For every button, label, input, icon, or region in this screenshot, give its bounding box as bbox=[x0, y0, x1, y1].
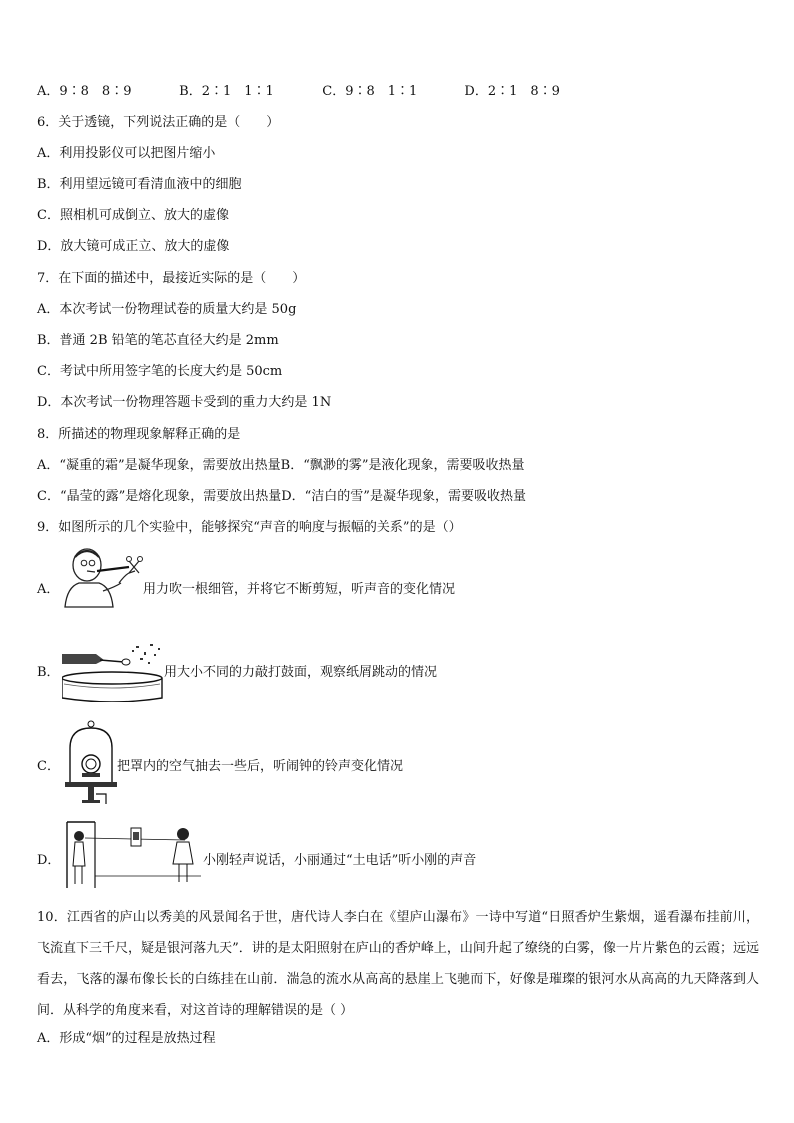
q9-option-c-text: 把罩内的空气抽去一些后，听闹钟的铃声变化情况 bbox=[117, 759, 404, 774]
q10-option-a: A．形成“烟”的过程是放热过程 bbox=[37, 1031, 216, 1046]
q6-option-a: A．利用投影仪可以把图片缩小 bbox=[37, 146, 216, 161]
q6-option-b: B．利用望远镜可看清血液中的细胞 bbox=[37, 177, 242, 192]
drum-figure bbox=[62, 640, 164, 702]
q7-stem: 7．在下面的描述中，最接近实际的是（ ） bbox=[37, 271, 306, 286]
q9-stem: 9．如图所示的几个实验中，能够探究“声音的响度与振幅的关系”的是（） bbox=[37, 520, 462, 535]
bell-jar-alarm-clock-icon bbox=[62, 718, 120, 810]
bell-jar-figure bbox=[62, 718, 120, 810]
q5-options-row bbox=[37, 84, 560, 100]
q9-option-c-letter: C． bbox=[37, 759, 60, 774]
q5-option-c: C．9∶8 1∶1 bbox=[322, 84, 418, 99]
q5-option-d: D．2∶1 8∶9 bbox=[464, 84, 560, 99]
q9-option-d-letter: D． bbox=[37, 853, 61, 868]
q5-option-b: B．2∶1 1∶1 bbox=[179, 84, 274, 99]
q6-option-d: D．放大镜可成正立、放大的虚像 bbox=[37, 239, 230, 254]
q8-options-cd: C．“晶莹的露”是熔化现象，需要放出热量D．“洁白的雪”是凝华现象，需要吸收热量 bbox=[37, 489, 526, 504]
drum-with-paper-bits-icon bbox=[62, 640, 164, 702]
string-telephone-icon bbox=[65, 818, 203, 890]
q7-option-a: A．本次考试一份物理试卷的质量大约是 50g bbox=[37, 302, 297, 317]
q6-stem: 6．关于透镜，下列说法正确的是（ ） bbox=[37, 115, 280, 130]
q9-option-b-text: 用大小不同的力敲打鼓面，观察纸屑跳动的情况 bbox=[164, 665, 438, 680]
q8-stem: 8．所描述的物理现象解释正确的是 bbox=[37, 427, 241, 442]
string-telephone-figure bbox=[65, 818, 203, 890]
q5-option-a: A．9∶8 8∶9 bbox=[37, 84, 132, 99]
blowing-tube-figure bbox=[59, 547, 145, 609]
q7-option-d: D．本次考试一份物理答题卡受到的重力大约是 1N bbox=[37, 395, 332, 410]
q8-options-ab: A．“凝重的霜”是凝华现象，需要放出热量B．“飘渺的雾”是液化现象，需要吸收热量 bbox=[37, 458, 525, 473]
q7-option-b: B．普通 2B 铅笔的笔芯直径大约是 2mm bbox=[37, 333, 279, 348]
q9-option-a-letter: A． bbox=[37, 582, 60, 597]
q9-option-b-letter: B． bbox=[37, 665, 60, 680]
person-blowing-tube-icon bbox=[59, 547, 145, 609]
q9-option-d-text: 小刚轻声说话，小丽通过“土电话”听小刚的声音 bbox=[203, 853, 477, 868]
q10-stem: 10．江西省的庐山以秀美的风景闻名于世，唐代诗人李白在《望庐山瀑布》一诗中写道“日照香炉生紫烟，遥看瀑布挂前川，飞流直下三千尺，疑是银河落九天”．讲的是太阳照射在庐山的香炉峰上，山间升起了缭绕的白雾，像一片片紫色的云霞；远远看去，飞落的瀑布像长长的白练挂在山前．湍急的流水从高高的悬崖上飞驰而下，好像是璀璨的银河水从高高的九天降落到人间．从科学的角度来看，对这首诗的理解错误的是（ ） bbox=[37, 910, 759, 1018]
q6-option-c: C．照相机可成倒立、放大的虚像 bbox=[37, 208, 229, 223]
q7-option-c: C．考试中所用签字笔的长度大约是 50cm bbox=[37, 364, 283, 379]
q9-option-a-text: 用力吹一根细管，并将它不断剪短，听声音的变化情况 bbox=[143, 582, 456, 597]
